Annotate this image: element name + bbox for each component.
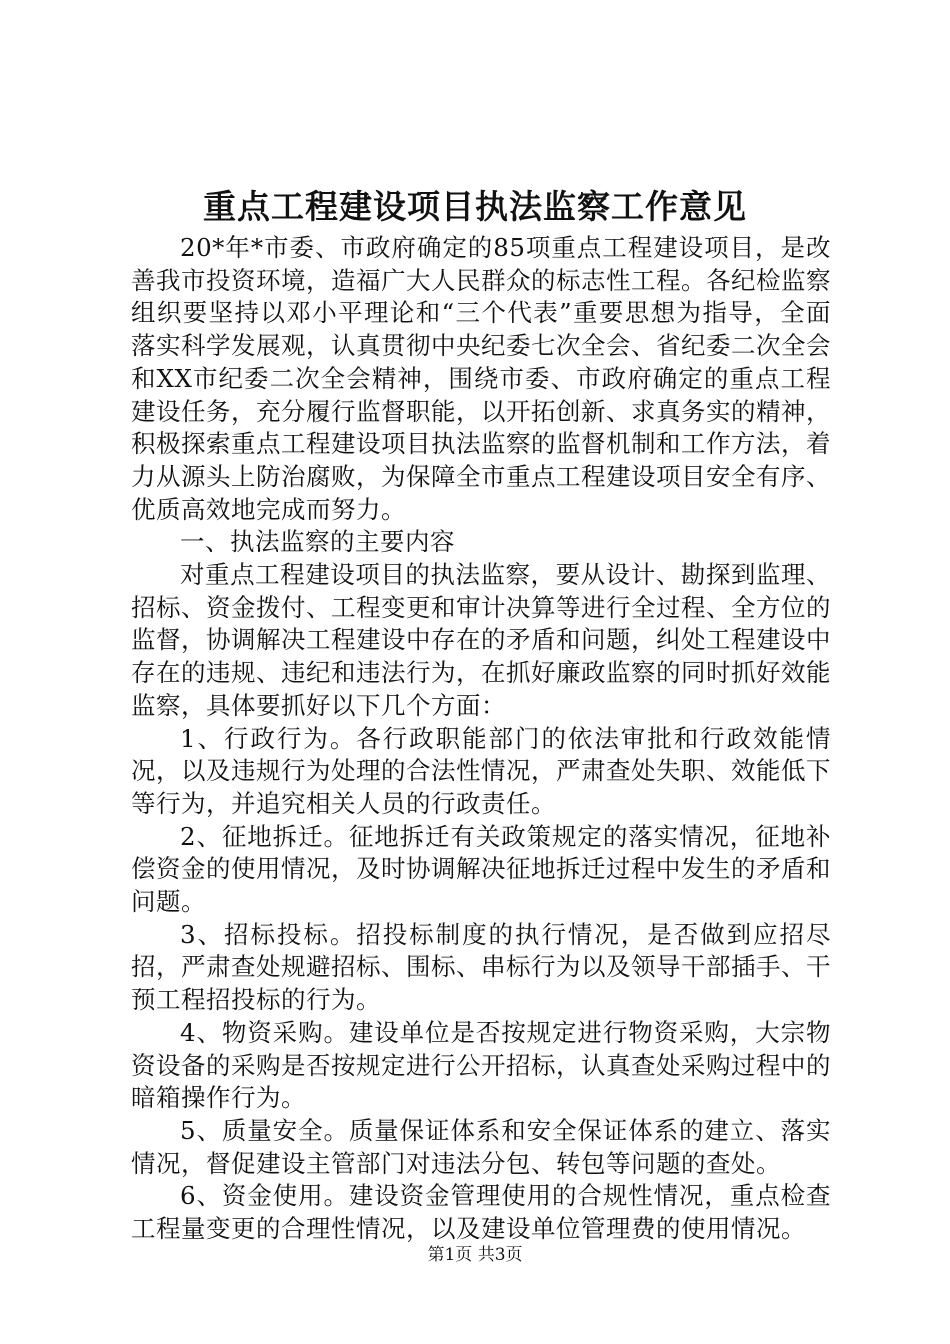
item-paragraph-6: 6、资金使用。建设资金管理使用的合规性情况，重点检查工程量变更的合理性情况，以及建设单位管理费的使用情况。 (131, 1181, 831, 1244)
intro-paragraph: 20*年*市委、市政府确定的85项重点工程建设项目，是改善我市投资环境，造福广大人民群众的标志性工程。各纪检监察组织要坚持以邓小平理论和“三个代表”重要思想为指导，全面落实科学发展观，认真贯彻中央纪委七次全会、省纪委二次全会和XX市纪委二次全会精神，围绕市委、市政府确定的重点工程建设任务，充分履行监督职能，以开拓创新、求真务实的精神，积极探索重点工程建设项目执法监察的监督机制和工作方法，着力从源头上防治腐败，为保障全市重点工程建设项目安全有序、优质高效地完成而努力。 (131, 233, 831, 524)
section-heading: 一、执法监察的主要内容 (180, 527, 455, 557)
item-paragraph-5: 5、质量安全。质量保证体系和安全保证体系的建立、落实情况，督促建设主管部门对违法分包、转包等问题的查处。 (131, 1115, 831, 1178)
item-paragraph-4: 4、物资采购。建设单位是否按规定进行物资采购，大宗物资设备的采购是否按规定进行公开招标，认真查处采购过程中的暗箱操作行为。 (131, 1017, 831, 1113)
item-paragraph-3: 3、招标投标。招投标制度的执行情况，是否做到应招尽招，严肃查处规避招标、围标、串标行为以及领导干部插手、干预工程招投标的行为。 (131, 919, 831, 1015)
document-body (131, 232, 831, 1246)
item-paragraph-1: 1、行政行为。各行政职能部门的依法审批和行政效能情况，以及违规行为处理的合法性情况，严肃查处失职、效能低下等行为，并追究相关人员的行政责任。 (131, 723, 831, 818)
section-intro-paragraph: 对重点工程建设项目的执法监察，要从设计、勘探到监理、招标、资金拨付、工程变更和审计决算等进行全过程、全方位的监督，协调解决工程建设中存在的矛盾和问题，纠处工程建设中存在的违规、违纪和违法行为，在抓好廉政监察的同时抓好效能监察，具体要抓好以下几个方面： (131, 560, 831, 720)
item-paragraph-2: 2、征地拆迁。征地拆迁有关政策规定的落实情况，征地补偿资金的使用情况，及时协调解决征地拆迁过程中发生的矛盾和问题。 (131, 821, 831, 917)
page-number-footer: 第1页 共3页 (427, 1245, 523, 1265)
document-title: 重点工程建设项目执法监察工作意见 (203, 187, 747, 226)
